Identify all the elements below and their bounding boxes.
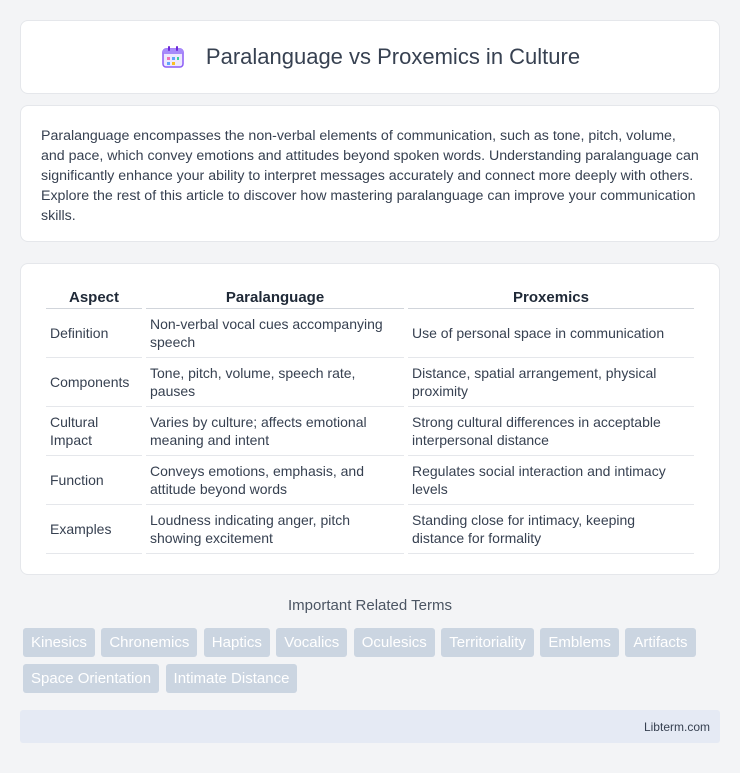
table-row <box>46 456 694 505</box>
page-title: Paralanguage vs Proxemics in Culture <box>205 44 581 69</box>
proxemics-cell: Distance, spatial arrangement, physical proximity <box>408 358 694 407</box>
proxemics-cell: Strong cultural differences in acceptable interpersonal distance <box>408 407 694 456</box>
table-row <box>46 505 694 554</box>
title-card <box>20 20 720 94</box>
related-term-tag[interactable]: Territoriality <box>441 628 534 657</box>
intro-card <box>20 105 720 242</box>
related-term-tag[interactable]: Emblems <box>540 628 619 657</box>
table-row <box>46 358 694 407</box>
paralanguage-cell: Loudness indicating anger, pitch showing excitement <box>146 505 404 554</box>
related-term-tag[interactable]: Artifacts <box>625 628 695 657</box>
aspect-cell: Examples <box>46 505 142 554</box>
related-terms-title: Important Related Terms <box>288 597 452 614</box>
paralanguage-cell: Conveys emotions, emphasis, and attitude beyond words <box>146 456 404 505</box>
footer <box>20 710 720 743</box>
related-terms-list <box>23 628 723 700</box>
calendar-icon <box>160 44 186 70</box>
header-proxemics: Proxemics <box>408 283 694 309</box>
aspect-cell: Function <box>46 456 142 505</box>
aspect-cell: Components <box>46 358 142 407</box>
intro-text: Paralanguage encompasses the non-verbal elements of communication, such as tone, pitch, volume, and pace, which convey emotions and attitudes beyond spoken words. Understanding paralanguage can significantly enhance your ability to interpret messages accurately and connect more deeply with others. Explore the rest of this article to discover how mastering paralanguage can improve your communication skills. <box>41 128 699 224</box>
footer-site-link[interactable]: Libterm.com <box>643 719 710 734</box>
header-paralanguage: Paralanguage <box>146 283 404 309</box>
comparison-table <box>42 283 698 554</box>
proxemics-cell: Regulates social interaction and intimacy levels <box>408 456 694 505</box>
paralanguage-cell: Non-verbal vocal cues accompanying speech <box>146 309 404 358</box>
related-term-tag[interactable]: Vocalics <box>276 628 347 657</box>
related-term-tag[interactable]: Space Orientation <box>23 664 159 693</box>
table-row <box>46 309 694 358</box>
related-term-tag[interactable]: Intimate Distance <box>166 664 298 693</box>
comparison-card <box>20 263 720 575</box>
proxemics-cell: Standing close for intimacy, keeping distance for formality <box>408 505 694 554</box>
proxemics-cell: Use of personal space in communication <box>408 309 694 358</box>
table-row <box>46 407 694 456</box>
paralanguage-cell: Varies by culture; affects emotional meaning and intent <box>146 407 404 456</box>
aspect-cell: Cultural Impact <box>46 407 142 456</box>
related-term-tag[interactable]: Haptics <box>204 628 270 657</box>
related-term-tag[interactable]: Chronemics <box>101 628 197 657</box>
related-term-tag[interactable]: Oculesics <box>354 628 435 657</box>
aspect-cell: Definition <box>46 309 142 358</box>
related-term-tag[interactable]: Kinesics <box>23 628 95 657</box>
table-header-row <box>46 283 694 309</box>
header-aspect: Aspect <box>46 283 142 309</box>
paralanguage-cell: Tone, pitch, volume, speech rate, pauses <box>146 358 404 407</box>
